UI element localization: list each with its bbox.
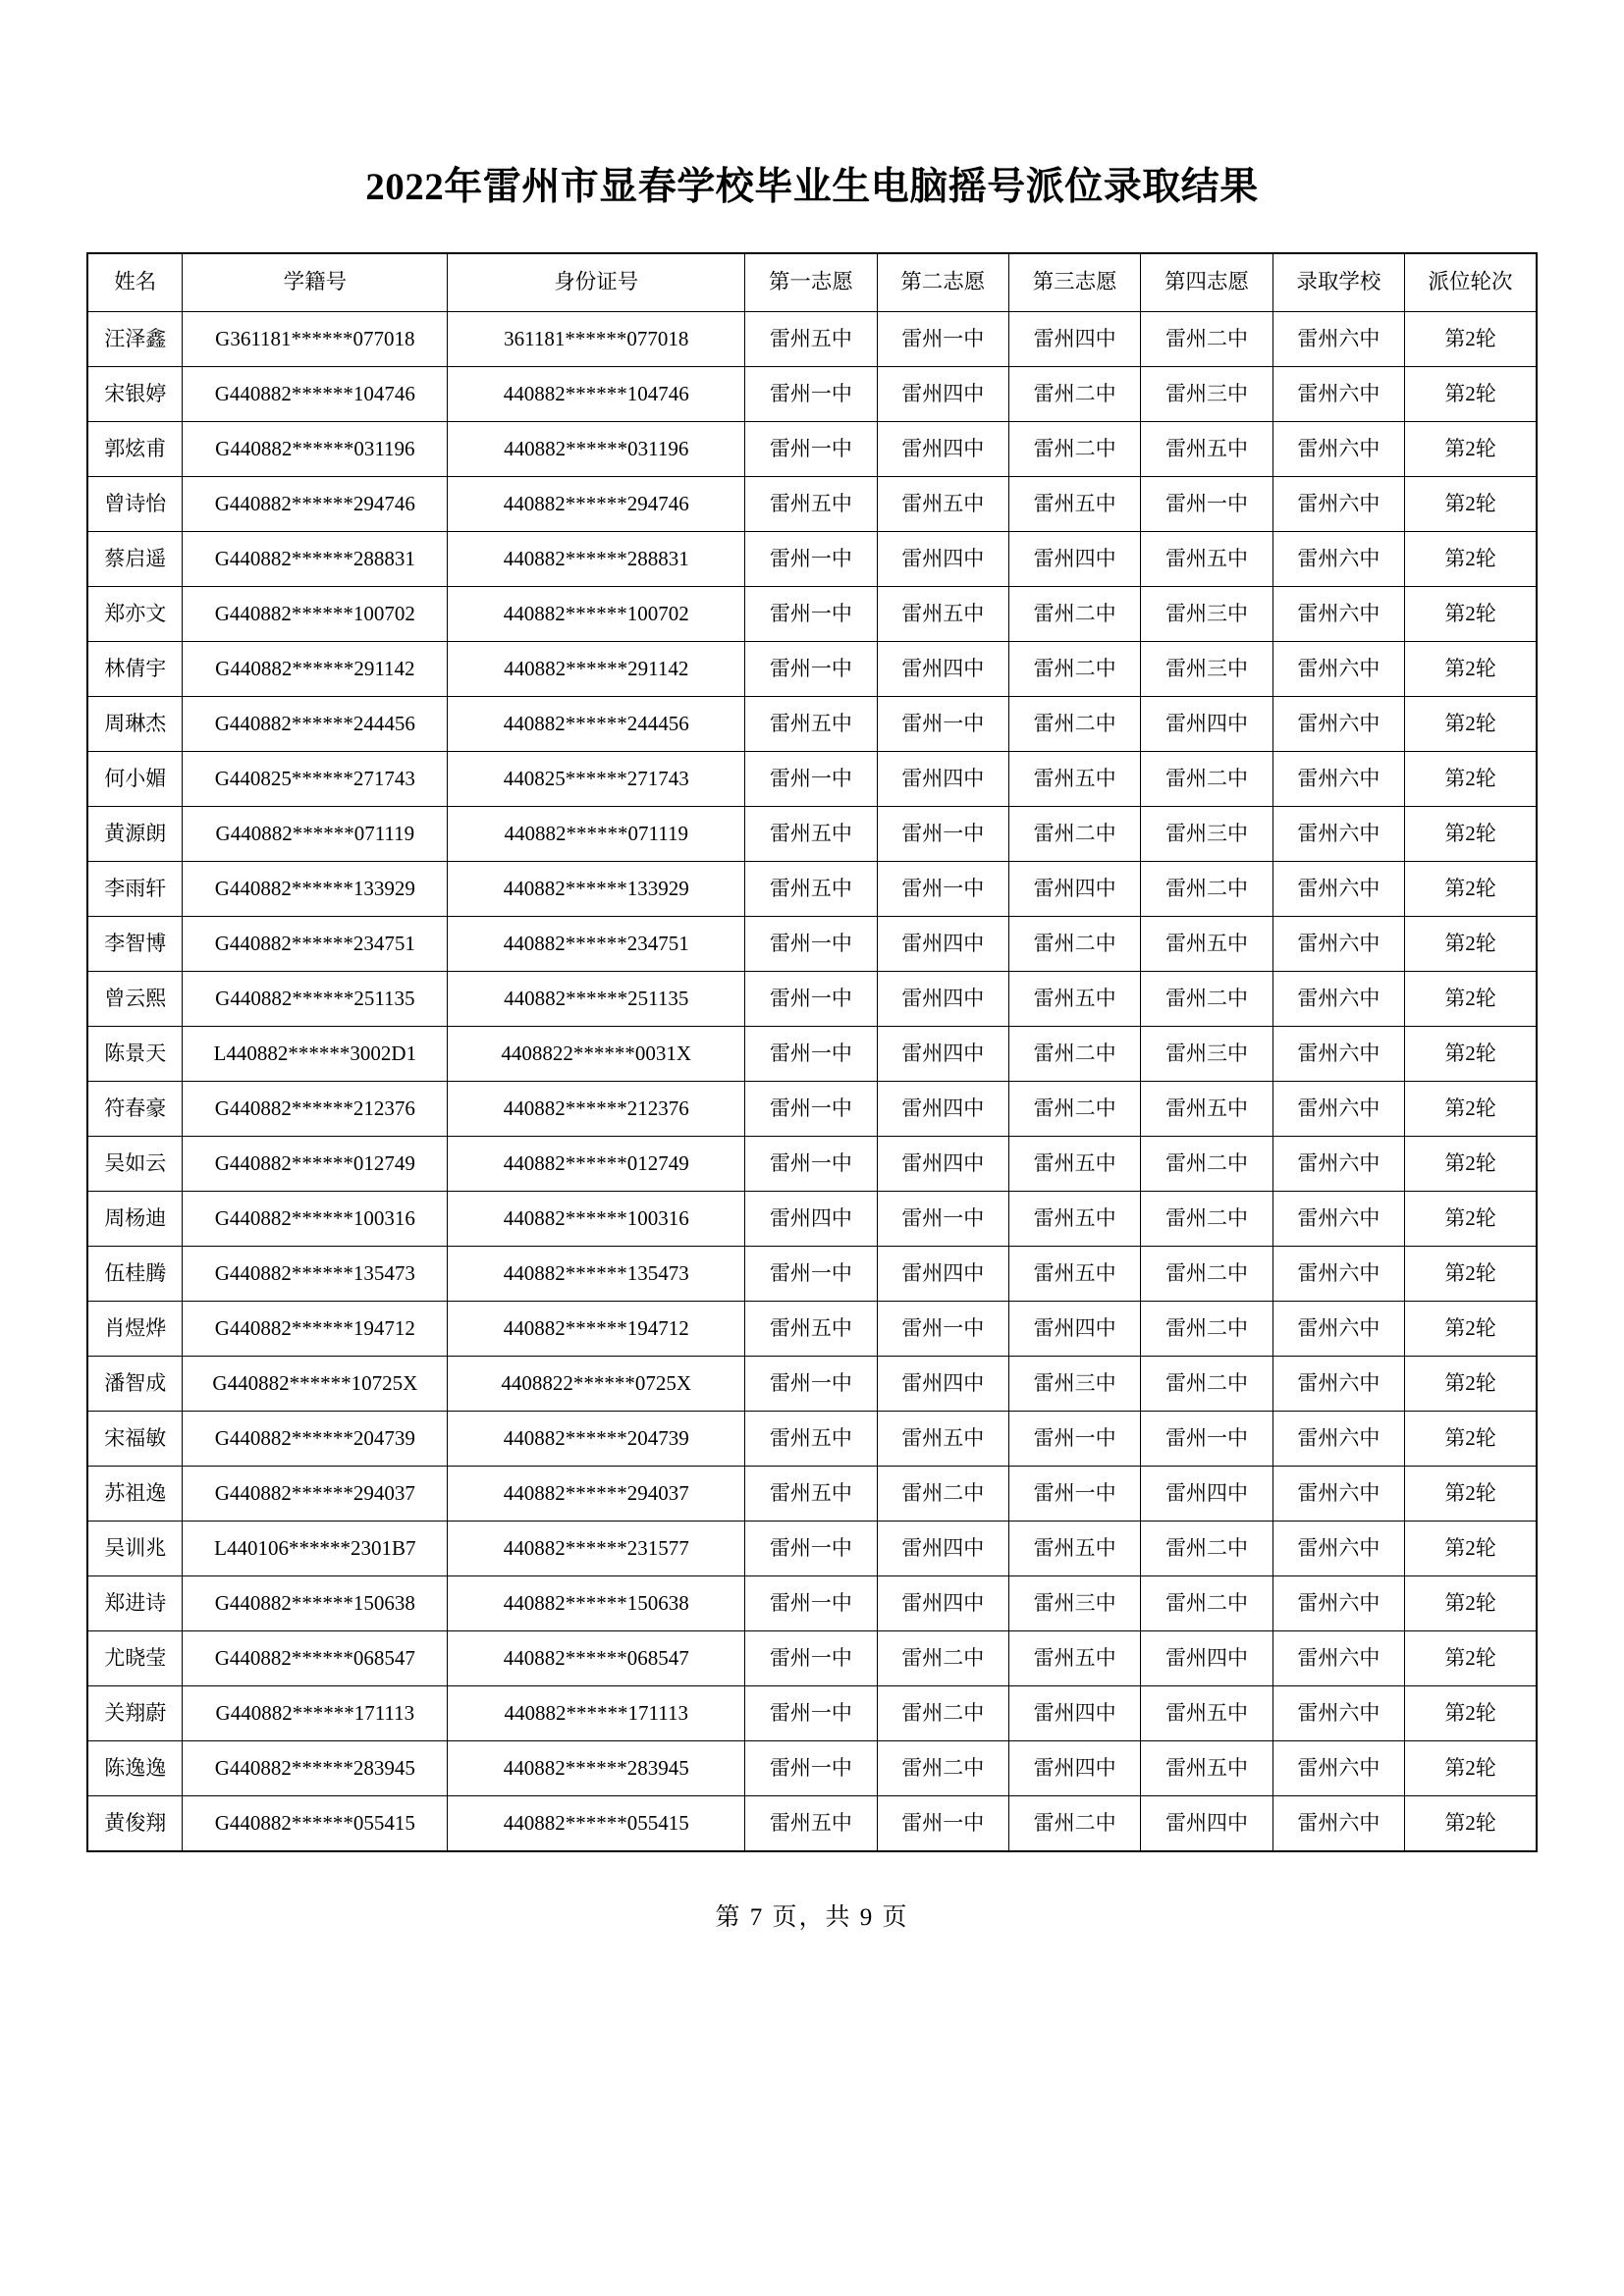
cell-name: 周杨迪	[87, 1191, 183, 1246]
cell-name: 李雨轩	[87, 861, 183, 916]
cell-choice-4: 雷州五中	[1141, 1685, 1272, 1740]
cell-choice-2: 雷州四中	[877, 751, 1008, 806]
cell-identity-number: 4408822******0725X	[448, 1356, 745, 1411]
cell-student-id: G440882******012749	[183, 1136, 448, 1191]
cell-admitted-school: 雷州六中	[1272, 1521, 1404, 1575]
cell-student-id: L440106******2301B7	[183, 1521, 448, 1575]
cell-choice-3: 雷州四中	[1008, 861, 1140, 916]
cell-admitted-school: 雷州六中	[1272, 1356, 1404, 1411]
cell-choice-1: 雷州一中	[745, 971, 877, 1026]
cell-choice-4: 雷州一中	[1141, 1411, 1272, 1466]
cell-admitted-school: 雷州六中	[1272, 1081, 1404, 1136]
cell-choice-3: 雷州五中	[1008, 1191, 1140, 1246]
cell-choice-2: 雷州二中	[877, 1740, 1008, 1795]
cell-name: 陈景天	[87, 1026, 183, 1081]
cell-lottery-round: 第2轮	[1405, 916, 1537, 971]
cell-admitted-school: 雷州六中	[1272, 1026, 1404, 1081]
cell-name: 尤晓莹	[87, 1630, 183, 1685]
cell-choice-3: 雷州五中	[1008, 1136, 1140, 1191]
cell-lottery-round: 第2轮	[1405, 1521, 1537, 1575]
cell-identity-number: 440882******133929	[448, 861, 745, 916]
table-row	[87, 586, 1537, 641]
cell-choice-1: 雷州五中	[745, 1466, 877, 1521]
cell-choice-1: 雷州一中	[745, 1740, 877, 1795]
cell-choice-1: 雷州一中	[745, 531, 877, 586]
cell-choice-2: 雷州四中	[877, 1575, 1008, 1630]
cell-choice-4: 雷州三中	[1141, 586, 1272, 641]
cell-choice-1: 雷州五中	[745, 1301, 877, 1356]
column-header-admitted-school: 录取学校	[1272, 253, 1404, 312]
cell-lottery-round: 第2轮	[1405, 1630, 1537, 1685]
page-title: 2022年雷州市显春学校毕业生电脑摇号派位录取结果	[365, 166, 1259, 208]
cell-choice-1: 雷州一中	[745, 1630, 877, 1685]
cell-choice-3: 雷州三中	[1008, 1356, 1140, 1411]
table-row	[87, 1685, 1537, 1740]
table-row	[87, 1026, 1537, 1081]
table-row	[87, 861, 1537, 916]
cell-choice-1: 雷州一中	[745, 1081, 877, 1136]
cell-choice-4: 雷州五中	[1141, 916, 1272, 971]
cell-choice-1: 雷州一中	[745, 1521, 877, 1575]
cell-name: 符春豪	[87, 1081, 183, 1136]
cell-choice-4: 雷州四中	[1141, 1795, 1272, 1851]
cell-choice-3: 雷州三中	[1008, 1575, 1140, 1630]
cell-identity-number: 4408822******0031X	[448, 1026, 745, 1081]
table-row	[87, 531, 1537, 586]
cell-student-id: G440882******031196	[183, 421, 448, 476]
cell-choice-3: 雷州二中	[1008, 586, 1140, 641]
cell-choice-2: 雷州四中	[877, 641, 1008, 696]
cell-choice-4: 雷州四中	[1141, 1466, 1272, 1521]
cell-choice-2: 雷州四中	[877, 1521, 1008, 1575]
cell-choice-1: 雷州五中	[745, 806, 877, 861]
cell-student-id: G440882******135473	[183, 1246, 448, 1301]
cell-choice-3: 雷州五中	[1008, 476, 1140, 531]
cell-identity-number: 440882******244456	[448, 696, 745, 751]
cell-identity-number: 440882******231577	[448, 1521, 745, 1575]
cell-choice-3: 雷州二中	[1008, 806, 1140, 861]
cell-student-id: G440882******283945	[183, 1740, 448, 1795]
table-row	[87, 806, 1537, 861]
cell-student-id: G440882******194712	[183, 1301, 448, 1356]
cell-choice-1: 雷州一中	[745, 1356, 877, 1411]
cell-lottery-round: 第2轮	[1405, 751, 1537, 806]
cell-identity-number: 440882******294746	[448, 476, 745, 531]
table-row	[87, 1795, 1537, 1851]
cell-student-id: G440882******100316	[183, 1191, 448, 1246]
cell-name: 黄俊翔	[87, 1795, 183, 1851]
cell-name: 吴如云	[87, 1136, 183, 1191]
cell-choice-3: 雷州二中	[1008, 1081, 1140, 1136]
column-header-identity-number: 身份证号	[448, 253, 745, 312]
cell-admitted-school: 雷州六中	[1272, 586, 1404, 641]
cell-lottery-round: 第2轮	[1405, 1136, 1537, 1191]
cell-admitted-school: 雷州六中	[1272, 806, 1404, 861]
cell-student-id: G440882******10725X	[183, 1356, 448, 1411]
cell-choice-1: 雷州一中	[745, 751, 877, 806]
cell-admitted-school: 雷州六中	[1272, 366, 1404, 421]
cell-admitted-school: 雷州六中	[1272, 1685, 1404, 1740]
cell-identity-number: 440825******271743	[448, 751, 745, 806]
cell-admitted-school: 雷州六中	[1272, 311, 1404, 366]
cell-student-id: G440882******234751	[183, 916, 448, 971]
table-row	[87, 1521, 1537, 1575]
table-row	[87, 1191, 1537, 1246]
cell-choice-4: 雷州一中	[1141, 476, 1272, 531]
cell-lottery-round: 第2轮	[1405, 861, 1537, 916]
cell-choice-2: 雷州二中	[877, 1630, 1008, 1685]
cell-choice-3: 雷州五中	[1008, 751, 1140, 806]
cell-student-id: G440882******068547	[183, 1630, 448, 1685]
cell-choice-4: 雷州三中	[1141, 806, 1272, 861]
cell-identity-number: 361181******077018	[448, 311, 745, 366]
cell-choice-2: 雷州四中	[877, 1026, 1008, 1081]
cell-choice-1: 雷州一中	[745, 1685, 877, 1740]
cell-choice-1: 雷州一中	[745, 1575, 877, 1630]
cell-choice-3: 雷州一中	[1008, 1411, 1140, 1466]
table-row	[87, 476, 1537, 531]
cell-choice-1: 雷州五中	[745, 1411, 877, 1466]
cell-student-id: G440882******212376	[183, 1081, 448, 1136]
cell-choice-4: 雷州二中	[1141, 1575, 1272, 1630]
column-header-name: 姓名	[87, 253, 183, 312]
cell-identity-number: 440882******150638	[448, 1575, 745, 1630]
cell-admitted-school: 雷州六中	[1272, 751, 1404, 806]
cell-choice-3: 雷州二中	[1008, 366, 1140, 421]
cell-name: 肖煜烨	[87, 1301, 183, 1356]
cell-name: 潘智成	[87, 1356, 183, 1411]
cell-identity-number: 440882******204739	[448, 1411, 745, 1466]
cell-admitted-school: 雷州六中	[1272, 531, 1404, 586]
cell-choice-2: 雷州四中	[877, 366, 1008, 421]
table-row	[87, 1356, 1537, 1411]
cell-choice-3: 雷州二中	[1008, 1795, 1140, 1851]
cell-lottery-round: 第2轮	[1405, 311, 1537, 366]
cell-choice-4: 雷州二中	[1141, 861, 1272, 916]
cell-choice-1: 雷州一中	[745, 421, 877, 476]
table-row	[87, 1575, 1537, 1630]
cell-name: 何小媚	[87, 751, 183, 806]
cell-name: 郭炫甫	[87, 421, 183, 476]
cell-lottery-round: 第2轮	[1405, 1356, 1537, 1411]
table-row	[87, 1246, 1537, 1301]
cell-choice-1: 雷州一中	[745, 916, 877, 971]
cell-choice-4: 雷州五中	[1141, 1740, 1272, 1795]
cell-choice-2: 雷州四中	[877, 971, 1008, 1026]
cell-choice-3: 雷州四中	[1008, 1301, 1140, 1356]
cell-choice-4: 雷州二中	[1141, 1521, 1272, 1575]
cell-admitted-school: 雷州六中	[1272, 1575, 1404, 1630]
cell-choice-2: 雷州二中	[877, 1685, 1008, 1740]
cell-identity-number: 440882******171113	[448, 1685, 745, 1740]
cell-lottery-round: 第2轮	[1405, 806, 1537, 861]
cell-lottery-round: 第2轮	[1405, 1301, 1537, 1356]
cell-choice-4: 雷州五中	[1141, 421, 1272, 476]
cell-choice-3: 雷州二中	[1008, 641, 1140, 696]
cell-choice-3: 雷州二中	[1008, 421, 1140, 476]
cell-student-id: G440882******251135	[183, 971, 448, 1026]
cell-choice-3: 雷州五中	[1008, 1246, 1140, 1301]
cell-choice-4: 雷州二中	[1141, 971, 1272, 1026]
cell-identity-number: 440882******212376	[448, 1081, 745, 1136]
cell-choice-2: 雷州五中	[877, 586, 1008, 641]
cell-choice-1: 雷州一中	[745, 1136, 877, 1191]
cell-lottery-round: 第2轮	[1405, 641, 1537, 696]
cell-student-id: G440882******133929	[183, 861, 448, 916]
cell-choice-4: 雷州四中	[1141, 696, 1272, 751]
cell-choice-3: 雷州四中	[1008, 531, 1140, 586]
table-row	[87, 366, 1537, 421]
cell-choice-3: 雷州四中	[1008, 311, 1140, 366]
cell-choice-4: 雷州二中	[1141, 1191, 1272, 1246]
cell-choice-2: 雷州一中	[877, 696, 1008, 751]
cell-lottery-round: 第2轮	[1405, 1740, 1537, 1795]
cell-choice-3: 雷州四中	[1008, 1685, 1140, 1740]
cell-choice-1: 雷州五中	[745, 696, 877, 751]
cell-choice-1: 雷州一中	[745, 586, 877, 641]
cell-identity-number: 440882******100316	[448, 1191, 745, 1246]
cell-choice-2: 雷州四中	[877, 1136, 1008, 1191]
cell-admitted-school: 雷州六中	[1272, 1136, 1404, 1191]
cell-choice-1: 雷州五中	[745, 861, 877, 916]
cell-lottery-round: 第2轮	[1405, 1575, 1537, 1630]
cell-identity-number: 440882******071119	[448, 806, 745, 861]
cell-choice-2: 雷州四中	[877, 1246, 1008, 1301]
table-row	[87, 311, 1537, 366]
cell-choice-1: 雷州一中	[745, 366, 877, 421]
cell-choice-3: 雷州四中	[1008, 1740, 1140, 1795]
cell-name: 宋福敏	[87, 1411, 183, 1466]
column-header-choice-1: 第一志愿	[745, 253, 877, 312]
cell-admitted-school: 雷州六中	[1272, 641, 1404, 696]
cell-identity-number: 440882******055415	[448, 1795, 745, 1851]
column-header-student-id: 学籍号	[183, 253, 448, 312]
cell-choice-2: 雷州四中	[877, 916, 1008, 971]
cell-admitted-school: 雷州六中	[1272, 1411, 1404, 1466]
cell-name: 苏祖逸	[87, 1466, 183, 1521]
cell-lottery-round: 第2轮	[1405, 696, 1537, 751]
cell-lottery-round: 第2轮	[1405, 971, 1537, 1026]
admission-results-table	[86, 252, 1538, 1852]
cell-lottery-round: 第2轮	[1405, 1191, 1537, 1246]
cell-choice-3: 雷州五中	[1008, 1521, 1140, 1575]
cell-identity-number: 440882******234751	[448, 916, 745, 971]
cell-name: 蔡启遥	[87, 531, 183, 586]
cell-admitted-school: 雷州六中	[1272, 971, 1404, 1026]
cell-lottery-round: 第2轮	[1405, 421, 1537, 476]
cell-choice-4: 雷州二中	[1141, 1356, 1272, 1411]
cell-choice-2: 雷州一中	[877, 311, 1008, 366]
cell-identity-number: 440882******104746	[448, 366, 745, 421]
cell-student-id: G440882******150638	[183, 1575, 448, 1630]
cell-choice-2: 雷州一中	[877, 1795, 1008, 1851]
cell-identity-number: 440882******135473	[448, 1246, 745, 1301]
table-row	[87, 641, 1537, 696]
cell-student-id: G440882******055415	[183, 1795, 448, 1851]
cell-choice-2: 雷州二中	[877, 1466, 1008, 1521]
cell-choice-4: 雷州五中	[1141, 531, 1272, 586]
cell-choice-4: 雷州三中	[1141, 1026, 1272, 1081]
cell-admitted-school: 雷州六中	[1272, 1191, 1404, 1246]
cell-student-id: G440882******294037	[183, 1466, 448, 1521]
cell-student-id: G440882******104746	[183, 366, 448, 421]
column-header-choice-3: 第三志愿	[1008, 253, 1140, 312]
cell-choice-3: 雷州一中	[1008, 1466, 1140, 1521]
cell-admitted-school: 雷州六中	[1272, 1301, 1404, 1356]
cell-lottery-round: 第2轮	[1405, 1411, 1537, 1466]
table-row	[87, 971, 1537, 1026]
cell-choice-4: 雷州三中	[1141, 641, 1272, 696]
cell-choice-1: 雷州五中	[745, 311, 877, 366]
cell-choice-4: 雷州二中	[1141, 751, 1272, 806]
cell-identity-number: 440882******031196	[448, 421, 745, 476]
cell-admitted-school: 雷州六中	[1272, 1246, 1404, 1301]
cell-student-id: G440825******271743	[183, 751, 448, 806]
cell-choice-2: 雷州一中	[877, 806, 1008, 861]
cell-student-id: G440882******288831	[183, 531, 448, 586]
cell-name: 伍桂腾	[87, 1246, 183, 1301]
cell-student-id: G440882******291142	[183, 641, 448, 696]
cell-choice-4: 雷州五中	[1141, 1081, 1272, 1136]
cell-choice-2: 雷州五中	[877, 476, 1008, 531]
cell-student-id: G440882******071119	[183, 806, 448, 861]
cell-lottery-round: 第2轮	[1405, 1466, 1537, 1521]
cell-student-id: G361181******077018	[183, 311, 448, 366]
cell-choice-1: 雷州一中	[745, 1246, 877, 1301]
cell-admitted-school: 雷州六中	[1272, 1466, 1404, 1521]
page-footer: 第 7 页，共 9 页	[715, 1903, 909, 1931]
cell-choice-2: 雷州四中	[877, 1356, 1008, 1411]
cell-choice-1: 雷州五中	[745, 476, 877, 531]
table-row	[87, 421, 1537, 476]
cell-choice-4: 雷州二中	[1141, 1301, 1272, 1356]
cell-choice-3: 雷州二中	[1008, 696, 1140, 751]
cell-choice-3: 雷州五中	[1008, 1630, 1140, 1685]
table-row	[87, 1411, 1537, 1466]
table-row	[87, 1630, 1537, 1685]
cell-name: 吴训兆	[87, 1521, 183, 1575]
cell-lottery-round: 第2轮	[1405, 1246, 1537, 1301]
cell-name: 宋银婷	[87, 366, 183, 421]
column-header-lottery-round: 派位轮次	[1405, 253, 1537, 312]
cell-identity-number: 440882******294037	[448, 1466, 745, 1521]
table-row	[87, 696, 1537, 751]
cell-identity-number: 440882******100702	[448, 586, 745, 641]
cell-choice-1: 雷州一中	[745, 641, 877, 696]
cell-name: 黄源朗	[87, 806, 183, 861]
cell-admitted-school: 雷州六中	[1272, 696, 1404, 751]
table-body	[87, 311, 1537, 1851]
cell-student-id: L440882******3002D1	[183, 1026, 448, 1081]
cell-identity-number: 440882******194712	[448, 1301, 745, 1356]
cell-lottery-round: 第2轮	[1405, 531, 1537, 586]
cell-admitted-school: 雷州六中	[1272, 1740, 1404, 1795]
cell-choice-1: 雷州四中	[745, 1191, 877, 1246]
cell-identity-number: 440882******012749	[448, 1136, 745, 1191]
cell-choice-2: 雷州一中	[877, 1191, 1008, 1246]
cell-name: 郑进诗	[87, 1575, 183, 1630]
cell-student-id: G440882******244456	[183, 696, 448, 751]
cell-name: 李智博	[87, 916, 183, 971]
cell-choice-2: 雷州四中	[877, 421, 1008, 476]
cell-name: 曾诗怡	[87, 476, 183, 531]
cell-identity-number: 440882******068547	[448, 1630, 745, 1685]
cell-choice-2: 雷州四中	[877, 531, 1008, 586]
cell-choice-4: 雷州二中	[1141, 311, 1272, 366]
column-header-choice-4: 第四志愿	[1141, 253, 1272, 312]
cell-name: 郑亦文	[87, 586, 183, 641]
cell-identity-number: 440882******291142	[448, 641, 745, 696]
cell-choice-1: 雷州五中	[745, 1795, 877, 1851]
table-row	[87, 1740, 1537, 1795]
table-header	[87, 253, 1537, 312]
cell-lottery-round: 第2轮	[1405, 1026, 1537, 1081]
table-row	[87, 1301, 1537, 1356]
cell-choice-4: 雷州二中	[1141, 1246, 1272, 1301]
cell-lottery-round: 第2轮	[1405, 586, 1537, 641]
cell-student-id: G440882******100702	[183, 586, 448, 641]
table-row	[87, 1081, 1537, 1136]
cell-name: 汪泽鑫	[87, 311, 183, 366]
cell-lottery-round: 第2轮	[1405, 1081, 1537, 1136]
cell-admitted-school: 雷州六中	[1272, 861, 1404, 916]
cell-identity-number: 440882******288831	[448, 531, 745, 586]
table-container	[0, 252, 1624, 1852]
cell-choice-4: 雷州四中	[1141, 1630, 1272, 1685]
cell-choice-4: 雷州二中	[1141, 1136, 1272, 1191]
table-header-row	[87, 253, 1537, 312]
cell-choice-3: 雷州五中	[1008, 971, 1140, 1026]
cell-choice-4: 雷州三中	[1141, 366, 1272, 421]
cell-name: 周琳杰	[87, 696, 183, 751]
table-row	[87, 1466, 1537, 1521]
cell-identity-number: 440882******283945	[448, 1740, 745, 1795]
cell-choice-2: 雷州一中	[877, 1301, 1008, 1356]
cell-name: 曾云熙	[87, 971, 183, 1026]
cell-choice-3: 雷州二中	[1008, 916, 1140, 971]
column-header-choice-2: 第二志愿	[877, 253, 1008, 312]
cell-name: 陈逸逸	[87, 1740, 183, 1795]
cell-student-id: G440882******171113	[183, 1685, 448, 1740]
cell-choice-1: 雷州一中	[745, 1026, 877, 1081]
cell-admitted-school: 雷州六中	[1272, 916, 1404, 971]
cell-admitted-school: 雷州六中	[1272, 1630, 1404, 1685]
table-row	[87, 1136, 1537, 1191]
cell-choice-2: 雷州一中	[877, 861, 1008, 916]
cell-choice-2: 雷州四中	[877, 1081, 1008, 1136]
cell-lottery-round: 第2轮	[1405, 1795, 1537, 1851]
cell-admitted-school: 雷州六中	[1272, 476, 1404, 531]
cell-choice-3: 雷州二中	[1008, 1026, 1140, 1081]
cell-lottery-round: 第2轮	[1405, 366, 1537, 421]
cell-admitted-school: 雷州六中	[1272, 1795, 1404, 1851]
cell-lottery-round: 第2轮	[1405, 476, 1537, 531]
cell-name: 林倩宇	[87, 641, 183, 696]
cell-admitted-school: 雷州六中	[1272, 421, 1404, 476]
cell-identity-number: 440882******251135	[448, 971, 745, 1026]
cell-student-id: G440882******204739	[183, 1411, 448, 1466]
cell-student-id: G440882******294746	[183, 476, 448, 531]
cell-name: 关翔蔚	[87, 1685, 183, 1740]
table-row	[87, 751, 1537, 806]
cell-choice-2: 雷州五中	[877, 1411, 1008, 1466]
table-row	[87, 916, 1537, 971]
cell-lottery-round: 第2轮	[1405, 1685, 1537, 1740]
